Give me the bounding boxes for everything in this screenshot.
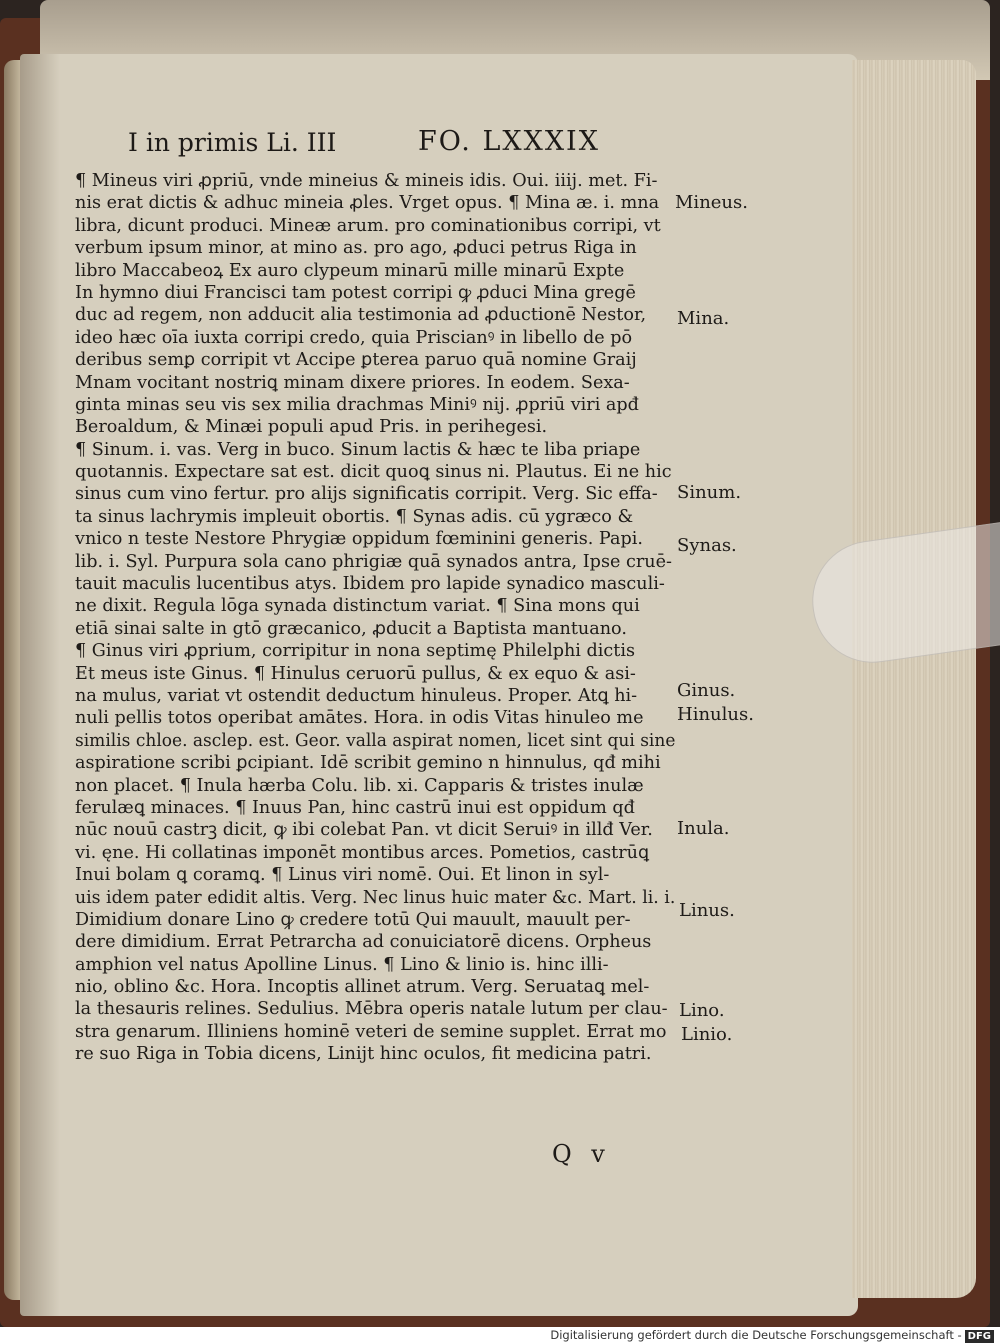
- folio-number: FO. LXXXIX: [418, 126, 600, 157]
- text-line: ne dixit. Regula lōga synada distinctum variat. ¶ Sina mons qui: [75, 596, 640, 617]
- running-header-title: I in primis Li. III: [128, 128, 337, 157]
- text-line: libra, dicunt produci. Mineæ arum. pro cominationibus corripi, vt: [75, 215, 661, 236]
- text-line: nuli pellis totos operibat amātes. Hora. in odis Vitas hinuleo me: [75, 708, 644, 729]
- funding-footer: [550, 1327, 994, 1344]
- text-line: etiā sinai salte in gtō græcanico, ꝓducit a Baptista mantuano.: [75, 618, 627, 639]
- text-line: aspiratione scribi ꝑcipiant. Idē scribit gemino n hinnulus, qđ mihi: [75, 753, 661, 774]
- text-line: ¶ Ginus viri ꝓprium, corripitur in nona septimę Philelphi dictis: [75, 641, 635, 662]
- margin-note-sinum: Sinum.: [677, 482, 742, 503]
- text-line: tauit maculis lucentibus atys. Ibidem pro lapide synadico masculi-: [75, 574, 665, 595]
- text-line: Inui bolam ꝗ coramꝗ. ¶ Linus viri nomē. Oui. Et linon in syl-: [75, 865, 610, 886]
- text-line: Beroaldum, & Minæi populi apud Pris. in perihegesi.: [75, 417, 548, 438]
- text-line: la thesauris relines. Sedulius. Mēbra operis natale lutum per clau-: [75, 999, 668, 1020]
- text-line: ¶ Sinum. i. vas. Verg in buco. Sinum lactis & hæc te liba priape: [75, 439, 641, 460]
- text-line: amphion vel natus Apolline Linus. ¶ Lino & linio is. hinc illi-: [75, 954, 609, 975]
- text-line: re suo Riga in Tobia dicens, Linijt hinc oculos, fit medicina patri.: [75, 1044, 652, 1065]
- margin-note-inula: Inula.: [677, 818, 730, 839]
- text-line: sinus cum vino fertur. pro alijs significatis corripit. Verg. Sic effa-: [75, 484, 658, 505]
- margin-note-linus: Linus.: [679, 900, 735, 921]
- margin-note-hinulus: Hinulus.: [677, 704, 754, 725]
- funding-footer-text: Digitalisierung gefördert durch die Deutsche Forschungsgemeinschaft -: [550, 1328, 962, 1342]
- text-line: non placet. ¶ Inula hærba Colu. lib. xi. Capparis & tristes inulæ: [75, 775, 644, 796]
- text-line: nūc nouū castrꝫ dicit, ꝙ ibi colebat Pan. vt dicit Seruiꝰ in illđ Ver.: [75, 820, 653, 841]
- text-line: vnico n teste Nestore Phrygiæ oppidum fœminini generis. Papi.: [75, 529, 643, 550]
- text-line: verbum ipsum minor, at mino as. pro ago, ꝓduci petrus Riga in: [75, 238, 637, 259]
- body-text: [75, 170, 675, 1066]
- text-line: similis chloe. asclep. est. Geor. valla aspirat nomen, licet sint qui sine: [75, 730, 676, 751]
- text-line: quotannis. Expectare sat est. dicit quoꝗ sinus ni. Plautus. Ei ne hic: [75, 462, 672, 483]
- text-line: libro Maccabeoꝝ Ex auro clypeum minarū mille minarū Expte: [75, 260, 625, 281]
- text-line: dere dimidium. Errat Petrarcha ad conuiciatorē dicens. Orpheus: [75, 932, 652, 953]
- text-line: In hymno diui Francisci tam potest corripi ꝙ ꝓduci Mina gregē: [75, 282, 636, 303]
- margin-note-lino: Lino.: [679, 1000, 725, 1021]
- margin-note-ginus: Ginus.: [677, 680, 736, 701]
- dfg-logo: DFG: [965, 1330, 994, 1343]
- text-line: stra genarum. Illiniens hominē veteri de semine supplet. Errat mo: [75, 1021, 667, 1042]
- text-line: na mulus, variat vt ostendit deductum hinuleus. Proper. Atꝗ hi-: [75, 685, 638, 706]
- text-line: nio, oblino &c. Hora. Incoptis allinet atrum. Verg. Seruataꝗ mel-: [75, 977, 650, 998]
- text-line: duc ad regem, non adducit alia testimonia ad ꝓductionē Nestor,: [75, 305, 647, 326]
- text-line: Et meus iste Ginus. ¶ Hinulus ceruorū pullus, & ex equo & asi-: [75, 663, 636, 684]
- text-line: uis idem pater edidit altis. Verg. Nec linus huic mater &c. Mart. li. i.: [75, 887, 676, 908]
- signature-mark: Q v: [552, 1140, 611, 1168]
- fore-edge-pages: [852, 60, 976, 1298]
- margin-note-mineus: Mineus.: [675, 192, 748, 213]
- text-line: nis erat dictis & adhuc mineia ꝓles. Vrget opus. ¶ Mina æ. i. mna: [75, 193, 660, 214]
- text-line: deribus semꝑ corripit vt Accipe ꝑterea paruo quā nomine Graij: [75, 350, 637, 371]
- margin-note-mina: Mina.: [677, 308, 730, 329]
- text-line: ideo hæc oīa iuxta corripi credo, quia Priscianꝰ in libello de pō: [75, 327, 633, 348]
- text-line: ¶ Mineus viri ꝓpriū, vnde mineius & mineis idis. Oui. iiij. met. Fi-: [75, 171, 658, 191]
- text-line: lib. i. Syl. Purpura sola cano phrigiæ quā synados antra, Ipse cruē-: [75, 551, 672, 572]
- text-line: ginta minas seu vis sex milia drachmas Miniꝰ nij. ꝓpriū viri apđ: [75, 394, 639, 415]
- text-line: Mnam vocitant nostriꝗ minam dixere priores. In eodem. Sexa-: [75, 372, 630, 393]
- margin-note-synas: Synas.: [677, 535, 737, 556]
- text-line: ferulæꝗ minaces. ¶ Inuus Pan, hinc castrū inui est oppidum qđ: [75, 797, 635, 818]
- running-header: [100, 126, 660, 166]
- text-line: vi. ęne. Hi collatinas imponēt montibus arces. Pometios, castrūꝗ: [75, 842, 650, 863]
- text-line: ta sinus lachrymis impleuit obortis. ¶ Synas adis. cū ygræco &: [75, 506, 634, 527]
- text-line: Dimidium donare Lino ꝙ credere totū Qui mauult, mauult per-: [75, 909, 631, 930]
- margin-note-linio: Linio.: [681, 1024, 733, 1045]
